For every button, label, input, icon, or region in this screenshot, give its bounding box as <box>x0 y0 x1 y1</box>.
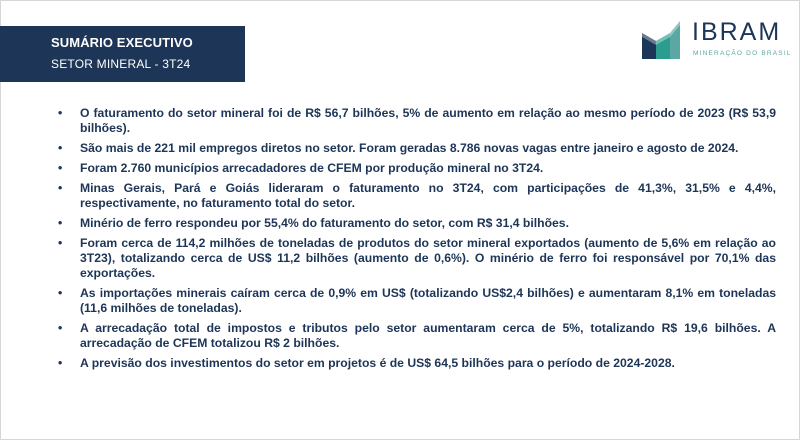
page-subtitle: SETOR MINERAL - 3T24 <box>51 57 191 71</box>
bullet-icon: • <box>58 141 63 155</box>
ibram-logo-mark-icon <box>640 19 686 61</box>
bullet-icon: • <box>58 216 63 230</box>
list-item <box>58 236 776 281</box>
summary-list <box>58 106 776 376</box>
list-item <box>58 106 776 136</box>
page-title: SUMÁRIO EXECUTIVO <box>51 35 193 50</box>
list-item-text: A arrecadação total de impostos e tributos pelo setor aumentaram cerca de 5%, totalizando R$ 19,6 bilhões. A arrecadação de CFEM totalizou R$ 2 bilhões. <box>80 321 776 350</box>
bullet-icon: • <box>58 236 63 250</box>
list-item <box>58 321 776 351</box>
bullet-icon: • <box>58 181 63 195</box>
list-item <box>58 141 776 156</box>
list-item <box>58 216 776 231</box>
list-item-text: Foram cerca de 114,2 milhões de toneladas de produtos do setor mineral exportados (aumento de 5,6% em relação ao 3T23), totalizando cerca de US$ 11,2 bilhões (aumento de 0,6%). O minério de ferro foi responsável por 70,1% das exportações. <box>80 236 776 280</box>
bullet-icon: • <box>58 106 63 120</box>
list-item-text: Foram 2.760 municípios arrecadadores de CFEM por produção mineral no 3T24. <box>80 161 544 175</box>
ibram-logo <box>640 17 790 61</box>
logo-wordmark: IBRAM <box>692 18 782 46</box>
logo-tagline: MINERAÇÃO DO BRASIL <box>693 50 792 57</box>
bullet-icon: • <box>58 161 63 175</box>
list-item <box>58 356 776 371</box>
header-band <box>0 26 245 82</box>
list-item-text: São mais de 221 mil empregos diretos no setor. Foram geradas 8.786 novas vagas entre janeiro e agosto de 2024. <box>80 141 739 155</box>
bullet-icon: • <box>58 321 63 335</box>
list-item-text: Minas Gerais, Pará e Goiás lideraram o faturamento no 3T24, com participações de 41,3%, 31,5% e 4,4%, respectivamente, no faturamento total do setor. <box>80 181 776 210</box>
list-item <box>58 161 776 176</box>
list-item-text: As importações minerais caíram cerca de 0,9% em US$ (totalizando US$2,4 bilhões) e aumentaram 8,1% em toneladas (11,6 milhões de toneladas). <box>80 286 776 315</box>
list-item <box>58 286 776 316</box>
list-item-text: A previsão dos investimentos do setor em projetos é de US$ 64,5 bilhões para o período de 2024-2028. <box>80 356 675 370</box>
list-item-text: Minério de ferro respondeu por 55,4% do faturamento do setor, com R$ 31,4 bilhões. <box>80 216 569 230</box>
list-item <box>58 181 776 211</box>
bullet-icon: • <box>58 286 63 300</box>
list-item-text: O faturamento do setor mineral foi de R$ 56,7 bilhões, 5% de aumento em relação ao mesmo período de 2023 (R$ 53,9 bilhões). <box>80 106 776 135</box>
bullet-icon: • <box>58 356 63 370</box>
